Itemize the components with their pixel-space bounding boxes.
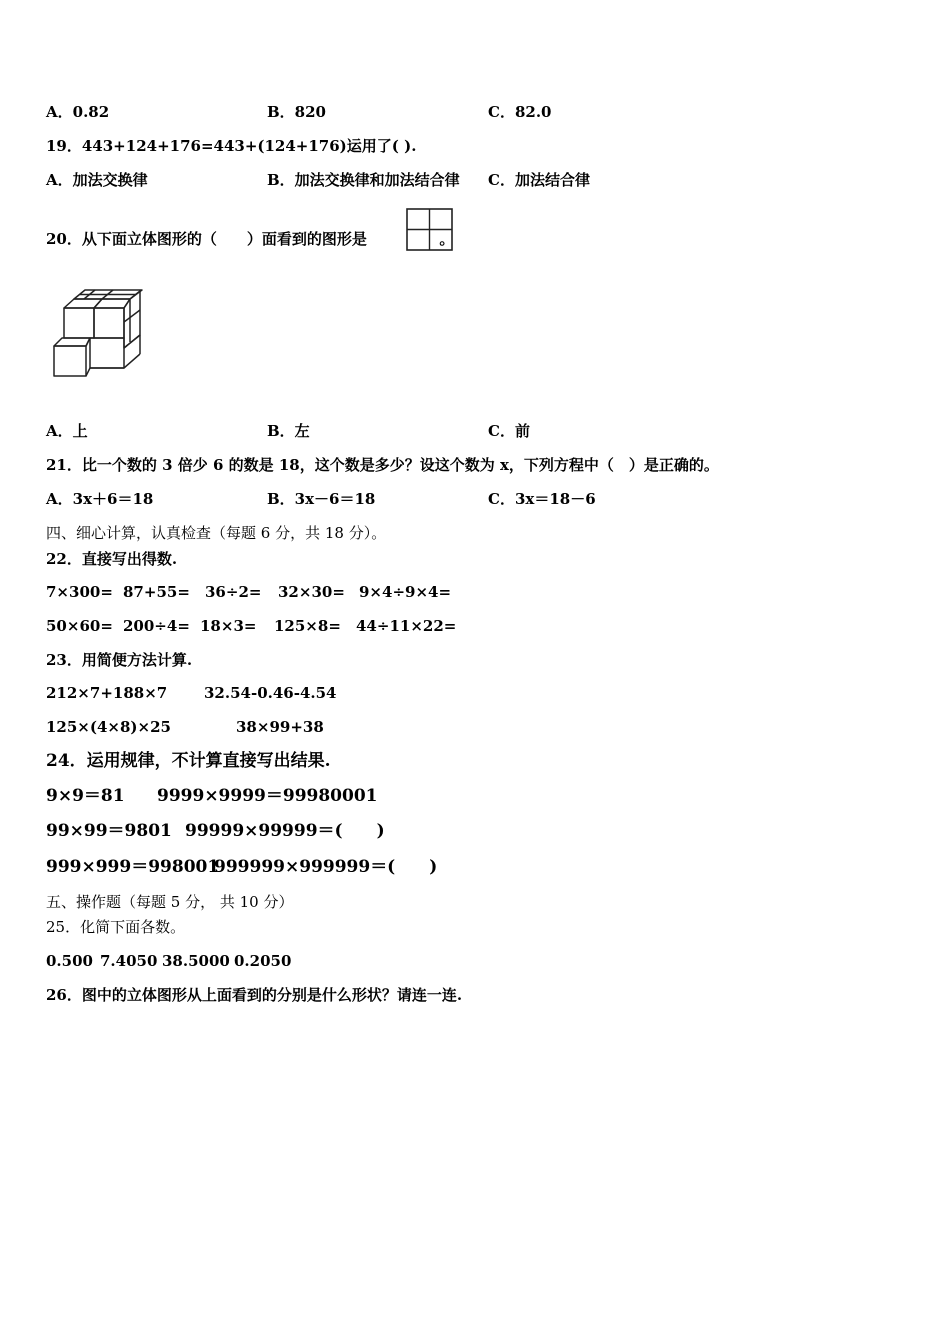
q23-stem: 23．用简便方法计算. (46, 651, 193, 669)
q21-option-b: B．3x－6＝18 (267, 490, 376, 508)
q19-option-c: C．加法结合律 (488, 171, 590, 189)
q20-option-b: B．左 (267, 422, 310, 440)
q25-number: 38.5000 (162, 952, 230, 970)
q22-item: 125×8= (274, 617, 341, 635)
q20-stem-text: 20．从下面立体图形的（ ）面看到的图形是 (46, 230, 367, 248)
q20-stem-end: 。 (439, 230, 455, 248)
q22-item: 44÷11×22= (356, 617, 457, 635)
q25-number: 0.2050 (234, 952, 292, 970)
q23-item: 38×99+38 (236, 718, 324, 736)
q19-stem: 19．443+124+176=443+(124+176)运用了( ). (46, 137, 417, 155)
q21-option-a: A．3x＋6＝18 (46, 490, 154, 508)
q20-option-c: C．前 (488, 422, 530, 440)
q22-stem: 22．直接写出得数. (46, 550, 178, 568)
cube-figure (50, 288, 145, 380)
q18-option-a: A．0.82 (46, 103, 110, 121)
q22-item: 36÷2= (205, 583, 262, 601)
section-four-heading: 四、细心计算，认真检查（每题 6 分，共 18 分）。 (46, 524, 387, 542)
q22-item: 50×60= (46, 617, 113, 635)
grid-view-figure (406, 208, 454, 252)
q19-option-a: A．加法交换律 (46, 171, 148, 189)
q24-item: 9999×9999＝99980001 (157, 786, 378, 806)
q25-number: 7.4050 (100, 952, 158, 970)
q20-stem (46, 229, 454, 249)
q24-stem: 24．运用规律，不计算直接写出结果. (46, 751, 331, 771)
q24-item: 99999×99999＝( ) (185, 821, 385, 841)
q24-item: 999×999＝998001 (46, 857, 220, 877)
q20-option-a: A．上 (46, 422, 88, 440)
q25-stem: 25．化简下面各数。 (46, 918, 186, 936)
q18-option-c: C．82.0 (488, 103, 552, 121)
q23-item: 32.54-0.46-4.54 (204, 684, 337, 702)
q25-number: 0.500 (46, 952, 93, 970)
q19-option-b: B．加法交换律和加法结合律 (267, 171, 460, 189)
q21-option-c: C．3x＝18－6 (488, 490, 596, 508)
q22-item: 87+55= (123, 583, 190, 601)
q22-item: 200÷4= (123, 617, 190, 635)
section-five-heading: 五、操作题（每题 5 分， 共 10 分） (46, 893, 294, 911)
q23-item: 212×7+188×7 (46, 684, 168, 702)
q24-item: 9×9＝81 (46, 786, 125, 806)
q21-stem: 21．比一个数的 3 倍少 6 的数是 18，这个数是多少？设这个数为 x，下列方程中（ ）是正确的。 (46, 456, 719, 474)
q22-item: 9×4÷9×4= (359, 583, 452, 601)
q22-item: 32×30= (278, 583, 345, 601)
q22-item: 7×300= (46, 583, 113, 601)
q24-item: 999999×999999＝( ) (214, 857, 438, 877)
q24-item: 99×99＝9801 (46, 821, 172, 841)
q26-stem: 26．图中的立体图形从上面看到的分别是什么形状？请连一连. (46, 986, 463, 1004)
q18-option-b: B．820 (267, 103, 326, 121)
q22-item: 18×3= (200, 617, 257, 635)
q23-item: 125×(4×8)×25 (46, 718, 171, 736)
